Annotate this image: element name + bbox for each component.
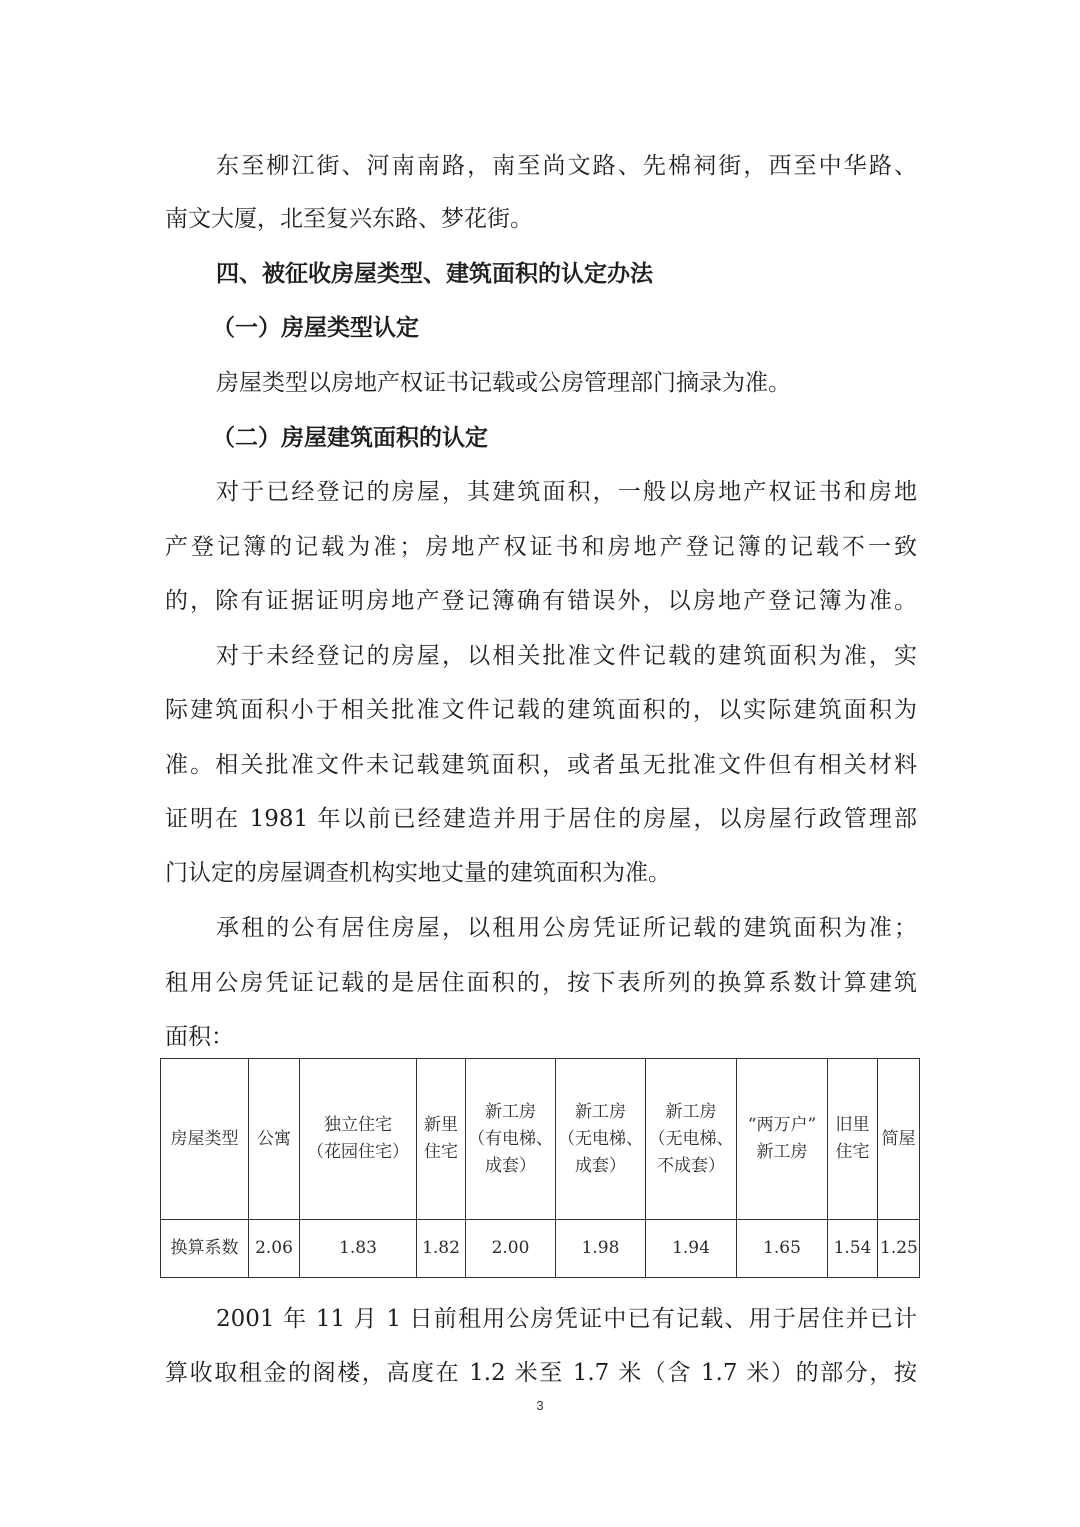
house-type-label: 新工房 (485, 1101, 536, 1122)
unregistered-paragraph-line-1: 对于未经登记的房屋，以相关批准文件记载的建筑面积为准，实 (216, 643, 917, 669)
page-number: 3 (536, 1398, 544, 1413)
attic-paragraph-line-2: 算收取租金的阁楼，高度在 1.2 米至 1.7 米（含 1.7 米）的部分，按 (165, 1360, 917, 1386)
registered-paragraph-line-2: 产登记簿的记载为准；房地产权证书和房地产登记簿的记载不一致 (165, 534, 917, 560)
section-heading-4: 四、被征收房屋类型、建筑面积的认定办法 (216, 261, 653, 287)
row-label-coefficient: 换算系数 (161, 1220, 249, 1278)
coefficient-value: 2.06 (249, 1220, 300, 1278)
house-type-label: 新工房 (575, 1101, 626, 1122)
house-type-label: 住宅 (424, 1142, 458, 1162)
rented-paragraph-line-1: 承租的公有居住房屋，以租用公房凭证所记载的建筑面积为准； (216, 915, 917, 941)
house-type-label: 简屋 (881, 1128, 916, 1149)
subheading-house-type: （一）房屋类型认定 (212, 315, 419, 341)
registered-paragraph-line-1: 对于已经登记的房屋，其建筑面积，一般以房地产权证书和房地 (216, 479, 917, 505)
house-type-label: （无电梯、 (648, 1128, 734, 1149)
house-type-label: 不成套） (657, 1155, 725, 1176)
house-type-label: 旧里 (835, 1115, 870, 1135)
conversion-coefficient-table (160, 1058, 920, 1278)
house-type-cell (556, 1059, 646, 1220)
unregistered-paragraph-line-2: 际建筑面积小于相关批准文件记载的建筑面积的，以实际建筑面积为 (165, 697, 917, 723)
house-type-cell (737, 1059, 828, 1220)
coefficient-value: 2.00 (466, 1220, 556, 1278)
scope-paragraph-line-2: 南文大厦，北至复兴东路、梦花街。 (165, 206, 533, 232)
house-type-label: 成套） (485, 1155, 536, 1176)
house-type-label: 住宅 (835, 1142, 870, 1162)
coefficient-value: 1.65 (737, 1220, 828, 1278)
rented-paragraph-line-2: 租用公房凭证记载的是居住面积的，按下表所列的换算系数计算建筑 (165, 970, 917, 996)
coefficient-value: 1.94 (646, 1220, 737, 1278)
house-type-cell (417, 1059, 466, 1220)
house-type-cell (466, 1059, 556, 1220)
house-type-label: 独立住宅 (324, 1115, 392, 1135)
house-type-label: （无电梯、 (558, 1128, 643, 1149)
house-type-cell (300, 1059, 417, 1220)
house-type-cell (828, 1059, 878, 1220)
house-type-cell (249, 1059, 300, 1220)
house-type-label: 新工房 (756, 1142, 808, 1162)
house-type-label: 新里 (424, 1115, 458, 1135)
table-value-row (161, 1220, 920, 1278)
unregistered-paragraph-line-5: 门认定的房屋调查机构实地丈量的建筑面积为准。 (165, 860, 671, 886)
rented-paragraph-line-3: 面积： (165, 1024, 234, 1050)
house-type-label: 公寓 (257, 1128, 291, 1149)
subheading-floor-area: （二）房屋建筑面积的认定 (212, 425, 488, 451)
coefficient-value: 1.54 (828, 1220, 878, 1278)
table-header-row (161, 1059, 920, 1220)
coefficient-value: 1.98 (556, 1220, 646, 1278)
house-type-label: 新工房 (665, 1101, 717, 1122)
unregistered-paragraph-line-3: 准。相关批准文件未记载建筑面积，或者虽无批准文件但有相关材料 (165, 752, 917, 778)
scope-paragraph-line-1: 东至柳江街、河南南路，南至尚文路、先棉祠街，西至中华路、 (216, 153, 917, 179)
house-type-paragraph: 房屋类型以房地产权证书记载或公房管理部门摘录为准。 (216, 370, 791, 396)
row-label-house-type: 房屋类型 (161, 1059, 249, 1220)
registered-paragraph-line-3: 的，除有证据证明房地产登记簿确有错误外，以房地产登记簿为准。 (165, 588, 917, 614)
coefficient-value: 1.83 (300, 1220, 417, 1278)
house-type-cell (878, 1059, 920, 1220)
house-type-label: “两万户” (747, 1115, 817, 1135)
house-type-label: （花园住宅） (307, 1142, 409, 1162)
coefficient-value: 1.25 (878, 1220, 920, 1278)
coefficient-value: 1.82 (417, 1220, 466, 1278)
house-type-label: （有电梯、 (468, 1128, 553, 1149)
house-type-label: 成套） (575, 1155, 626, 1176)
house-type-cell (646, 1059, 737, 1220)
unregistered-paragraph-line-4: 证明在 1981 年以前已经建造并用于居住的房屋，以房屋行政管理部 (165, 806, 917, 832)
attic-paragraph-line-1: 2001 年 11 月 1 日前租用公房凭证中已有记载、用于居住并已计 (216, 1306, 917, 1332)
